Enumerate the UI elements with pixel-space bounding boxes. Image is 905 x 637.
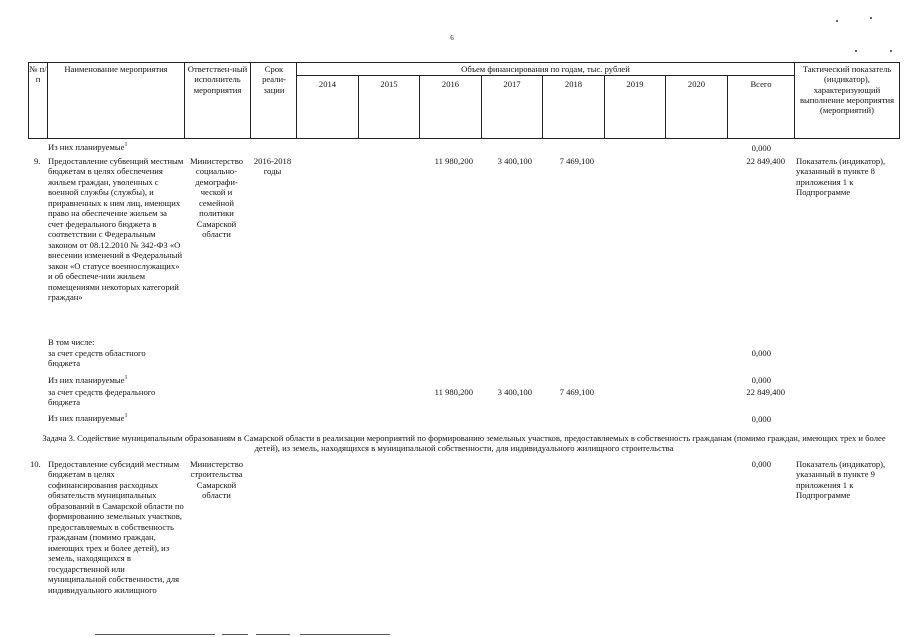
- row-planned-label: Из них планируемые$^1$: [48, 142, 128, 152]
- row-planned-total: 0,000: [751, 414, 771, 424]
- header-total: Всего: [750, 79, 772, 89]
- header-year: 2020: [687, 79, 706, 89]
- item10-total: 0,000: [751, 459, 771, 469]
- regional-total: 0,000: [751, 348, 771, 358]
- item9-2017: 3 400,100: [497, 156, 532, 166]
- row-planned-total: 0,000: [751, 375, 771, 385]
- item9-responsible: Министерство социально-демографи-ческой и семейной политики Самарской области: [190, 156, 243, 240]
- item9-2016: 11 980,200: [434, 156, 473, 166]
- header-year: 2019: [626, 79, 644, 89]
- federal-label: за счет средств федерального бюджета: [48, 387, 156, 408]
- header-funding: Объем финансирования по годам, тыс. рублей: [461, 64, 630, 74]
- header-year: 2018: [564, 79, 583, 89]
- item9-indicator: Показатель (индикатор), указанный в пункте 8 приложения 1 к Подпрограмме: [796, 156, 886, 198]
- scan-edge-line: [300, 634, 390, 635]
- item9-2018: 7 469,100: [559, 156, 594, 166]
- row-planned-label: Из них планируемые$^1$: [48, 375, 128, 385]
- row-planned-total: 0,000: [751, 143, 771, 153]
- row-planned-label: Из них планируемые$^1$: [48, 413, 128, 423]
- scan-speck: [870, 17, 872, 19]
- including-label: В том числе:: [48, 337, 95, 347]
- header-num: № п/п: [29, 64, 47, 85]
- scan-edge-line: [222, 634, 248, 635]
- scan-edge-line: [256, 634, 290, 635]
- scan-speck: [836, 20, 838, 22]
- federal-2016: 11 980,200: [434, 387, 473, 397]
- scan-edge-line: [95, 634, 215, 635]
- federal-2018: 7 469,100: [559, 387, 594, 397]
- scan-speck: [890, 50, 892, 52]
- page-number: 6: [450, 34, 454, 42]
- federal-2017: 3 400,100: [497, 387, 532, 397]
- federal-total: 22 849,400: [746, 387, 785, 397]
- header-year: 2016: [441, 79, 460, 89]
- item9-name: Предоставление субвенций местным бюджетам в целях обеспечения жильем граждан, уволенных с военной службы (службы), и приравненных к ним лиц, имеющих право на обеспечение жильем за счет федерального бюджета в соответствии с Федеральным законом от 08.12.2010 № 342-ФЗ «О внесении изменений в Федеральный закон «О статусе военнослужащих» и об обеспече-нии жильем помещениями некоторых категорий граждан»: [48, 156, 184, 303]
- item9-total: 22 849,400: [746, 156, 785, 166]
- regional-label: за счет средств областного бюджета: [48, 348, 146, 369]
- item10-name: Предоставление субсидий местным бюджетам в целях софинансирования расходных обязательств муниципальных образований в Самарской области по формированию земельных участков, предоставляемых в собственность гражданам (помимо граждан, имеющих трех и более детей), из земель, находящихся в государственной или муниципальной собственности, для индивидуального жилищного: [48, 459, 184, 595]
- item9-number: 9.: [34, 156, 41, 166]
- item10-responsible: Министерство строительства Самарской области: [190, 459, 243, 501]
- item10-number: 10.: [30, 459, 41, 469]
- item10-indicator: Показатель (индикатор), указанный в пункте 9 приложения 1 к Подпрограмме: [796, 459, 886, 501]
- header-responsible: Ответствен-ный исполнитель мероприятия: [187, 64, 248, 95]
- task3-heading: Задача 3. Содействие муниципальным образованиям в Самарской области в реализации мероприятий по формированию земельных участков, предоставляемых в собственность гражданам (помимо граждан, имеющих трех и более детей), из земель, находящихся в муниципальной собственности, для индивидуального жилищного строительства: [42, 433, 886, 454]
- header-year: 2014: [318, 79, 337, 89]
- header-year: 2017: [503, 79, 521, 89]
- header-term: Срок реали-зации: [262, 64, 286, 95]
- scan-speck: [855, 50, 857, 52]
- header-indicator: Тактический показатель (индикатор), характеризующий выполнение мероприятия (мероприятий): [799, 64, 895, 116]
- item9-term: 2016-2018 годы: [253, 156, 292, 177]
- header-year: 2015: [380, 79, 398, 89]
- header-name: Наименование мероприятия: [64, 64, 168, 74]
